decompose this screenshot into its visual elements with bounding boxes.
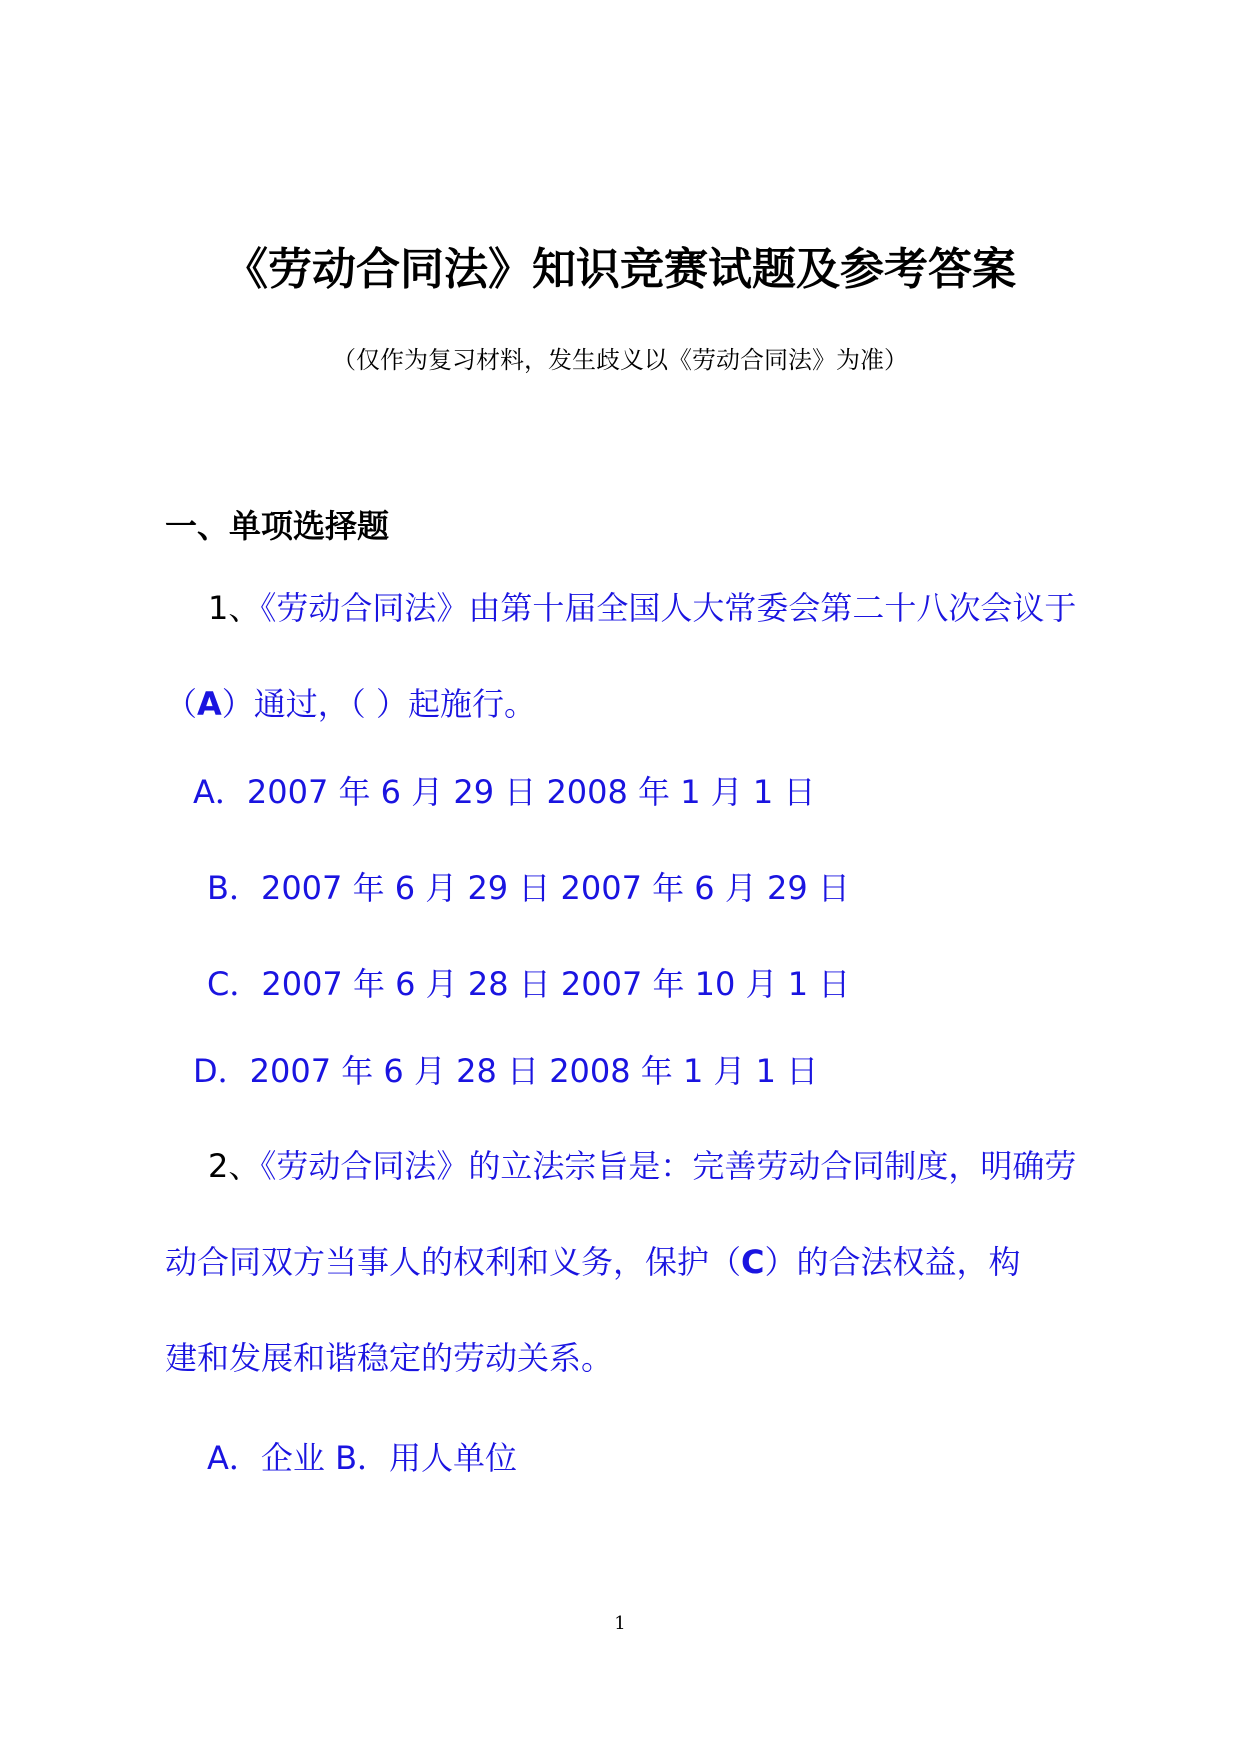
question-1-answer: A [197,685,222,723]
question-2-text-end: ）的合法权益，构 [764,1243,1021,1281]
question-2-option-a-b: A．企业 B．用人单位 [207,1439,518,1477]
document-title: 《劳动合同法》知识竞赛试题及参考答案 [224,244,1016,295]
question-1-text: 《劳动合同法》由第十届全国人大常委会第二十八次会议于 [260,589,1077,627]
section-heading: 一、单项选择题 [165,507,390,545]
question-1-option-c: C．2007 年 6 月 28 日 2007 年 10 月 1 日 [207,965,851,1003]
question-2-line-1 [208,1144,1076,1188]
question-1-number: 1、 [208,589,261,627]
question-1-option-d: D．2007 年 6 月 28 日 2008 年 1 月 1 日 [193,1052,819,1090]
document-subtitle: （仅作为复习材料，发生歧义以《劳动合同法》为准） [332,346,908,374]
question-1-option-b: B．2007 年 6 月 29 日 2007 年 6 月 29 日 [207,869,850,907]
question-2-line-3: 建和发展和谐稳定的劳动关系。 [165,1339,614,1377]
question-2-answer: C [741,1243,765,1281]
question-2-number: 2、 [208,1147,261,1185]
question-1-open-paren: （ [165,685,198,723]
question-1-line-1 [208,586,1076,630]
question-1-text-end: ）通过，（ ）起施行。 [221,685,536,723]
question-2-text-start: 动合同双方当事人的权利和义务，保护（ [165,1243,742,1281]
question-1-option-a: A．2007 年 6 月 29 日 2008 年 1 月 1 日 [193,773,816,811]
page-number: 1 [614,1613,626,1634]
question-2-line-2 [165,1240,1021,1284]
question-1-line-2 [165,682,536,726]
question-2-text: 《劳动合同法》的立法宗旨是：完善劳动合同制度，明确劳 [260,1147,1077,1185]
